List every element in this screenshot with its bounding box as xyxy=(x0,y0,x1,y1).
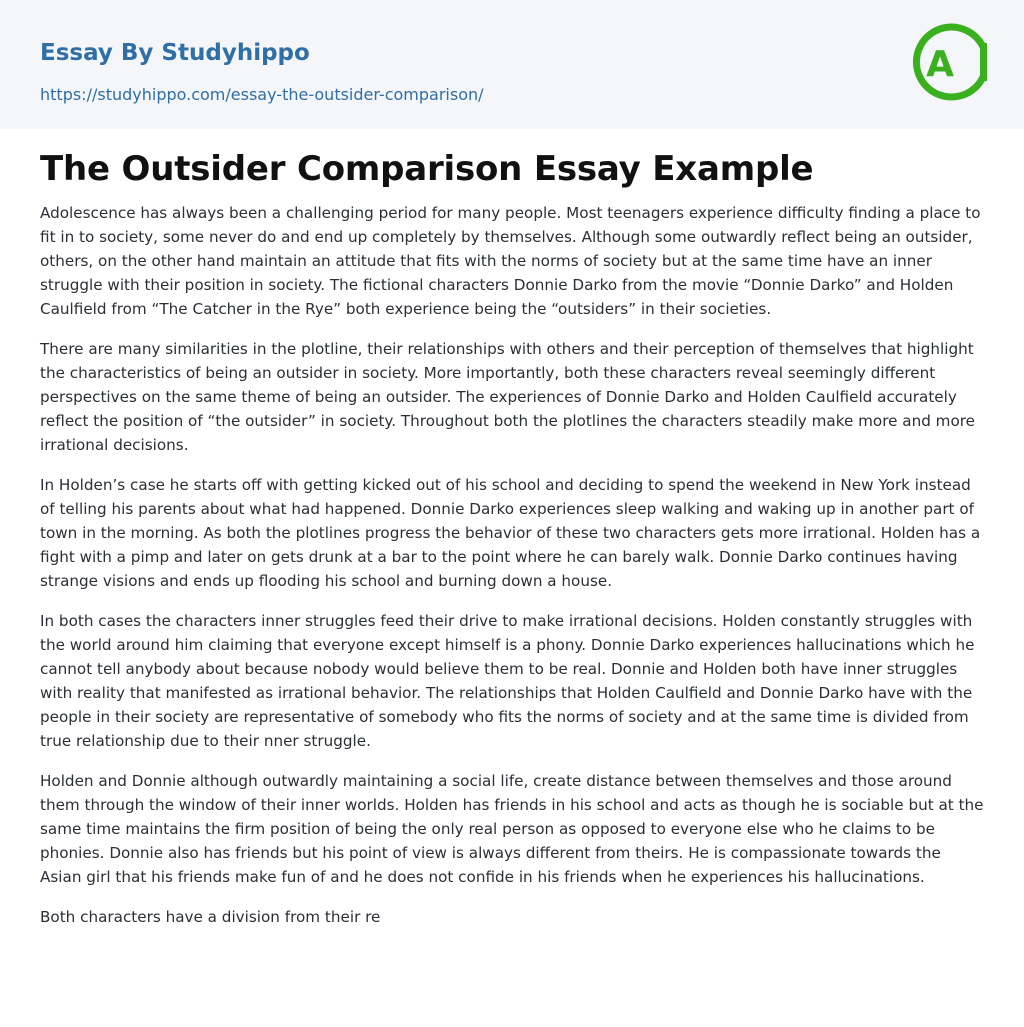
paragraph-3: In Holden’s case he starts off with getting kicked out of his school and deciding to spend the weekend in New York instead of telling his parents about what had happened. Donnie Darko experiences sleep walking and waking up in another part of town in the morning. As both the plotlines progress the behavior of these two characters gets more irrational. Holden has a fight with a pimp and later on gets drunk at a bar to the point where he can barely walk. Donnie Darko continues having strange visions and ends up flooding his school and burning down a house. xyxy=(40,476,981,590)
article-body xyxy=(0,147,1024,929)
site-header xyxy=(0,0,1024,129)
paragraph-2: There are many similarities in the plotline, their relationships with others and their perception of themselves that highlight the characteristics of being an outsider in society. More importantly, both these characters reveal seemingly different perspectives on the same theme of being an outsider. The experiences of Donnie Darko and Holden Caulfield accurately reflect the position of “the outsider” in society. Throughout both the plotlines the characters steadily make more and more irrational decisions. xyxy=(40,340,976,454)
page-url-link[interactable]: https://studyhippo.com/essay-the-outsider-comparison/ xyxy=(40,85,484,104)
logo-letter: A xyxy=(926,44,954,85)
paragraph-4: In both cases the characters inner struggles feed their drive to make irrational decisions. Holden constantly struggles with the world around him claiming that everyone except himself is a phony. Donnie Darko experiences hallucinations which he cannot tell anybody about because nobody would believe them to be real. Donnie and Holden both have inner struggles with reality that manifested as irrational behavior. The relationships that Holden Caulfield and Donnie Darko have with the people in their society are representative of somebody who fits the norms of society and at the same time is divided from true relationship due to their nner struggle. xyxy=(40,612,975,750)
paragraph-1: Adolescence has always been a challenging period for many people. Most teenagers experience difficulty finding a place to fit in to society, some never do and end up completely by themselves. Although some outwardly reflect being an outsider, others, on the other hand maintain an attitude that fits with the norms of society but at the same time have an inner struggle with their position in society. The fictional characters Donnie Darko from the movie “Donnie Darko” and Holden Caulfield from “The Catcher in the Rye” both experience being the “outsiders” in their societies. xyxy=(40,204,981,318)
paragraph-5: Holden and Donnie although outwardly maintaining a social life, create distance between themselves and those around them through the window of their inner worlds. Holden has friends in his school and acts as though he is sociable but at the same time maintains the firm position of being the only real person as opposed to everyone else who he claims to be phonies. Donnie also has friends but his point of view is always different from theirs. He is compassionate towards the Asian girl that his friends make fun of and he does not confide in his friends when he experiences his hallucinations. xyxy=(40,772,984,886)
paragraph-6-truncated: Both characters have a division from their re xyxy=(40,908,381,926)
article-title: The Outsider Comparison Essay Example xyxy=(40,149,814,189)
studyhippo-logo-icon[interactable] xyxy=(911,18,987,106)
brand-title[interactable]: Essay By Studyhippo xyxy=(40,40,310,66)
